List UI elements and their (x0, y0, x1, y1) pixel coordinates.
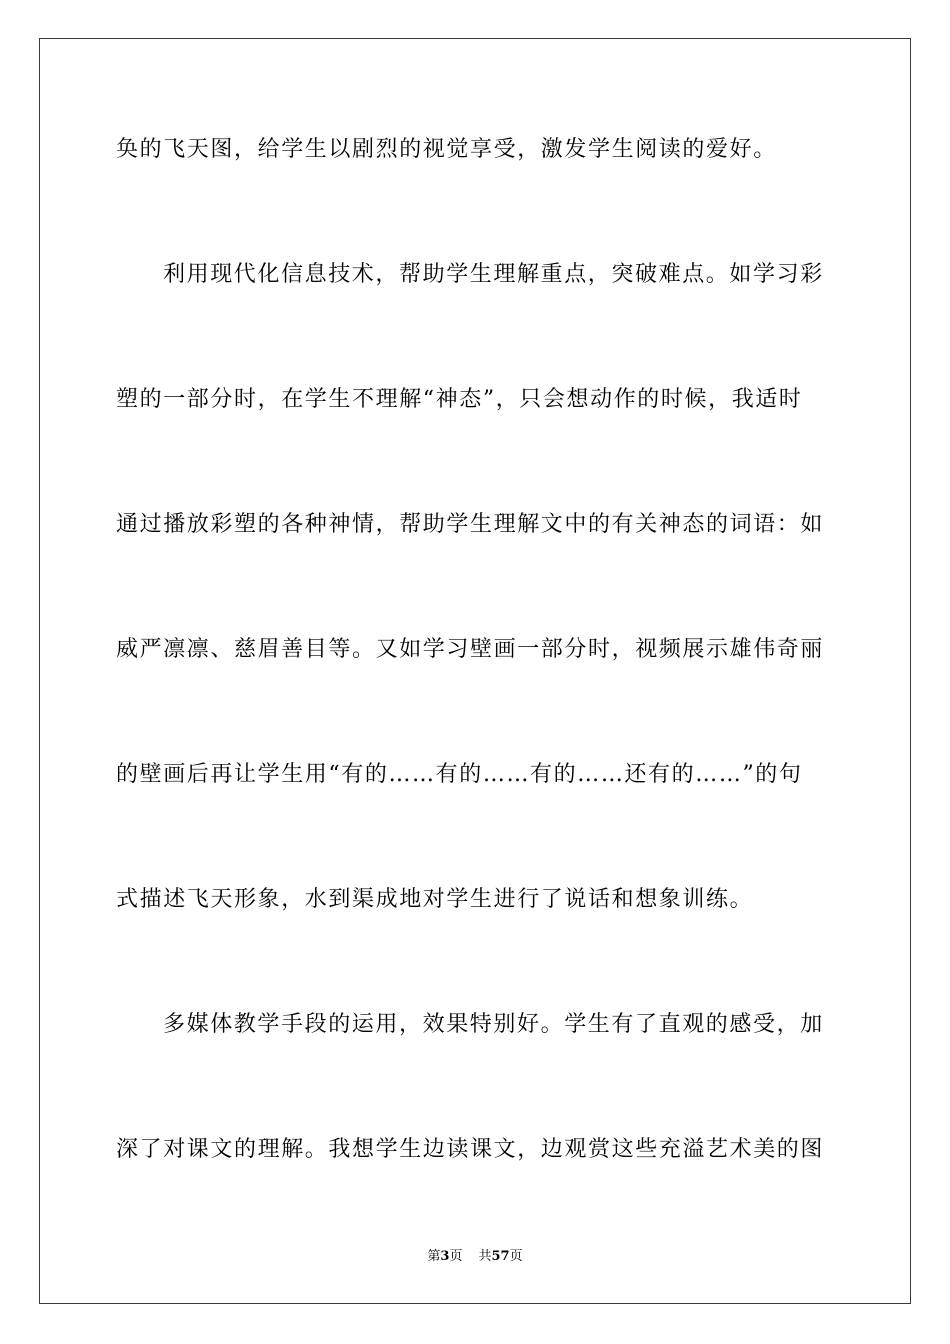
text-line-2: 利用现代化信息技术，帮助学生理解重点，突破难点。如学习彩 (163, 262, 824, 287)
text-line-4: 通过播放彩塑的各种神情，帮助学生理解文中的有关神态的词语：如 (116, 512, 825, 537)
text-line-7: 式描述飞天形象，水到渠成地对学生进行了说话和想象训练。 (116, 887, 754, 912)
page-border (39, 38, 911, 1304)
text-line-8: 多媒体教学手段的运用，效果特别好。学生有了直观的感受，加 (163, 1012, 824, 1037)
text-line-3: 塑的一部分时，在学生不理解“神态”，只会想动作的时候，我适时 (116, 387, 803, 412)
text-line-9: 深了对课文的理解。我想学生边读课文，边观赏这些充溢艺术美的图 (116, 1137, 825, 1162)
text-line-5: 威严凛凛、慈眉善目等。又如学习壁画一部分时，视频展示雄伟奇丽 (116, 637, 825, 662)
footer-total-suffix: 页 (509, 1249, 523, 1264)
page-footer (0, 1248, 950, 1266)
footer-page-number: 3 (440, 1249, 450, 1264)
footer-page-prefix: 第 (427, 1249, 441, 1264)
footer-total-prefix: 共 (478, 1249, 492, 1264)
footer-page-suffix: 页 (449, 1249, 463, 1264)
footer-total-pages: 57 (491, 1249, 510, 1264)
text-line-6: 的壁画后再让学生用“有的……有的……有的……还有的……”的句 (116, 762, 803, 787)
text-line-1: 奂的飞天图，给学生以剧烈的视觉享受，激发学生阅读的爱好。 (116, 137, 777, 162)
